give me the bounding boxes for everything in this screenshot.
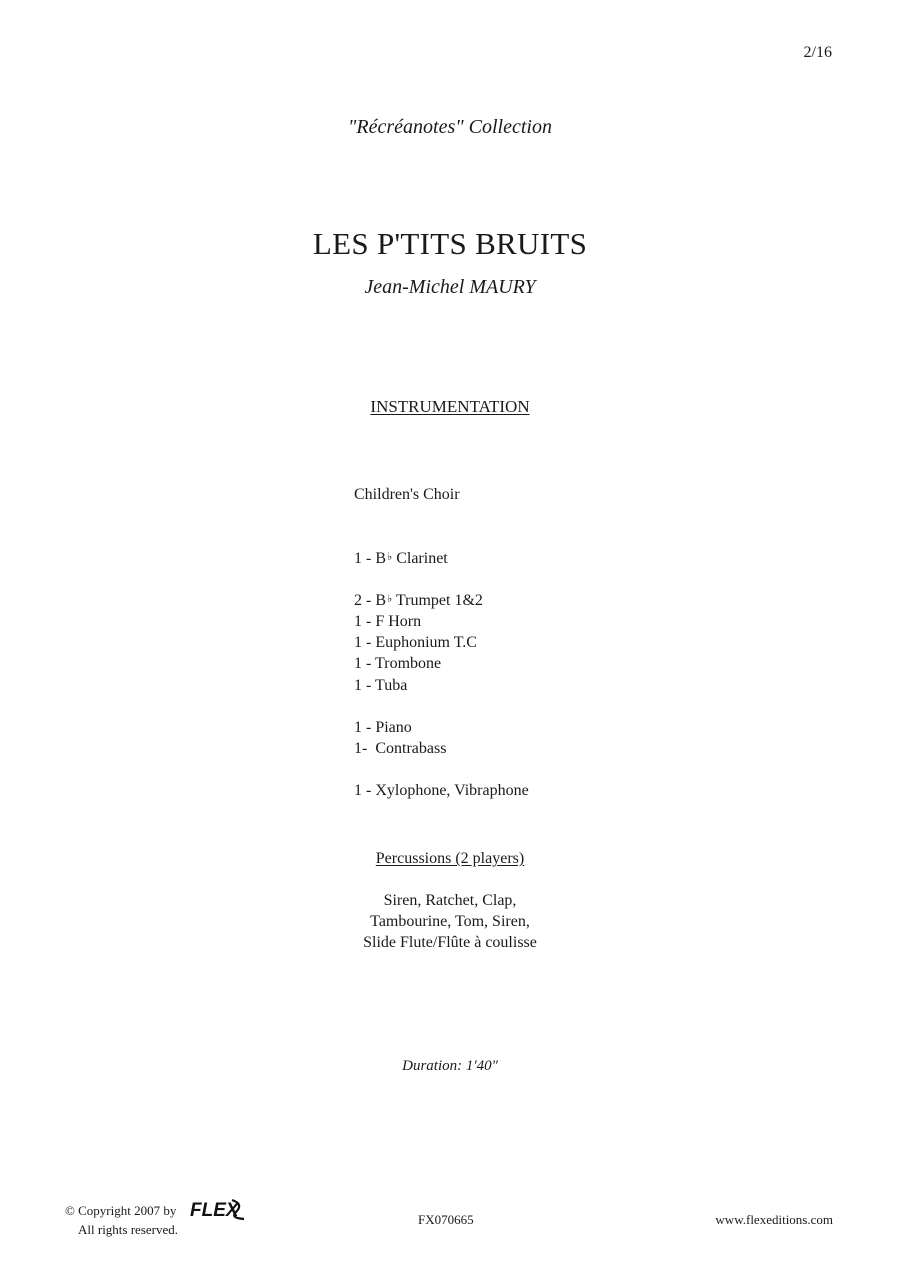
instrumentation-heading	[0, 397, 900, 417]
instrument-contrabass: 1- Contrabass	[354, 740, 447, 757]
percussion-line: Tambourine, Tom, Siren,	[370, 913, 530, 930]
flat-symbol: ♭	[387, 593, 393, 605]
trumpet-count: 2 - B	[354, 592, 386, 609]
instrument-mallets: 1 - Xylophone, Vibraphone	[354, 782, 529, 799]
flex-logo	[188, 1196, 252, 1227]
rights-line: All rights reserved.	[78, 1222, 179, 1237]
flat-symbol: ♭	[387, 551, 393, 563]
instrumentation-heading-text: INSTRUMENTATION	[370, 397, 530, 416]
clarinet-name: Clarinet	[396, 550, 448, 567]
piece-title: LES P'TITS BRUITS	[312, 226, 588, 261]
instrument-trombone: 1 - Trombone	[354, 655, 442, 672]
page-number: 2/16	[803, 44, 832, 61]
instrument-trumpet	[354, 592, 483, 610]
percussion-heading	[0, 850, 900, 868]
percussion-heading-text: Percussions (2 players)	[375, 850, 525, 867]
collection-name: "Récréanotes" Collection	[348, 116, 552, 138]
clarinet-count: 1 - B	[354, 550, 386, 567]
copyright-notice	[65, 1201, 178, 1239]
duration: Duration: 1'40"	[402, 1058, 498, 1074]
instrument-horn: 1 - F Horn	[354, 613, 422, 630]
instrument-euphonium: 1 - Euphonium T.C	[354, 634, 477, 651]
flex-logo-mark	[188, 1196, 252, 1222]
percussion-line: Siren, Ratchet, Clap,	[383, 892, 517, 909]
composer-name: Jean-Michel MAURY	[364, 276, 536, 298]
copyright-line: © Copyright 2007 by	[65, 1203, 177, 1218]
instrument-tuba: 1 - Tuba	[354, 677, 408, 694]
trumpet-name: Trumpet 1&2	[395, 592, 483, 609]
instrument-piano: 1 - Piano	[354, 719, 412, 736]
percussion-line: Slide Flute/Flûte à coulisse	[363, 934, 537, 951]
flex-logo-text: FLEX	[190, 1200, 239, 1221]
publisher-website: www.flexeditions.com	[715, 1212, 833, 1227]
instrument-choir: Children's Choir	[354, 486, 460, 503]
instrument-clarinet	[354, 550, 448, 568]
catalog-number: FX070665	[418, 1212, 474, 1227]
